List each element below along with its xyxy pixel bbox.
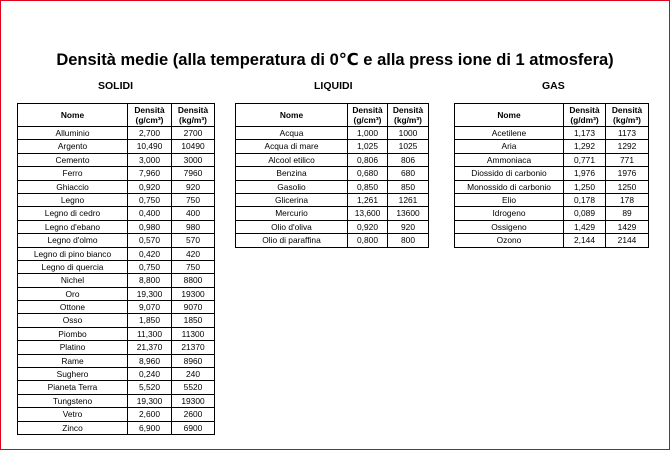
table-row	[455, 167, 649, 180]
cell-name: Mercurio	[236, 207, 348, 220]
cell-density-g: 19,300	[128, 287, 172, 300]
cell-density-g: 2,700	[128, 127, 172, 140]
cell-name: Ozono	[455, 234, 564, 247]
table-row	[455, 193, 649, 206]
cell-density-kg: 21370	[172, 341, 215, 354]
table-row	[236, 153, 429, 166]
cell-name: Olio d'oliva	[236, 220, 348, 233]
table-solidi	[17, 103, 215, 435]
table-row	[455, 220, 649, 233]
cell-density-g: 0,680	[348, 167, 388, 180]
cell-density-kg: 1250	[606, 180, 649, 193]
cell-density-g: 1,850	[128, 314, 172, 327]
cell-density-kg: 1000	[388, 127, 429, 140]
table-row	[455, 207, 649, 220]
cell-density-g: 0,920	[348, 220, 388, 233]
cell-name: Gasolio	[236, 180, 348, 193]
column-header-name: Nome	[18, 104, 128, 127]
table-row	[18, 421, 215, 434]
cell-density-g: 1,000	[348, 127, 388, 140]
cell-density-kg: 1429	[606, 220, 649, 233]
cell-density-kg: 980	[172, 220, 215, 233]
cell-density-g: 7,960	[128, 167, 172, 180]
table-row	[455, 180, 649, 193]
cell-density-g: 3,000	[128, 153, 172, 166]
section-heading-gas: GAS	[542, 80, 565, 92]
table-row	[18, 301, 215, 314]
cell-density-kg: 19300	[172, 287, 215, 300]
cell-name: Osso	[18, 314, 128, 327]
cell-name: Ammoniaca	[455, 153, 564, 166]
cell-density-g: 8,800	[128, 274, 172, 287]
column-header-density-1	[128, 104, 172, 127]
cell-density-g: 0,089	[564, 207, 606, 220]
table-row	[18, 368, 215, 381]
column-header-density-2	[606, 104, 649, 127]
column-header-density-1	[564, 104, 606, 127]
cell-name: Legno di cedro	[18, 207, 128, 220]
table-row	[236, 140, 429, 153]
cell-density-kg: 570	[172, 234, 215, 247]
table-row	[18, 180, 215, 193]
cell-density-kg: 178	[606, 193, 649, 206]
cell-density-g: 0,920	[128, 180, 172, 193]
cell-density-g: 8,960	[128, 354, 172, 367]
cell-density-kg: 19300	[172, 394, 215, 407]
cell-density-kg: 8800	[172, 274, 215, 287]
cell-density-g: 1,261	[348, 193, 388, 206]
cell-density-kg: 10490	[172, 140, 215, 153]
header-unit: (kg/m³)	[394, 115, 422, 125]
cell-name: Aria	[455, 140, 564, 153]
cell-density-kg: 771	[606, 153, 649, 166]
cell-name: Piombo	[18, 327, 128, 340]
header-label: Densità	[352, 105, 383, 115]
cell-name: Monossido di carbonio	[455, 180, 564, 193]
cell-name: Tungsteno	[18, 394, 128, 407]
cell-density-kg: 11300	[172, 327, 215, 340]
cell-density-g: 21,370	[128, 341, 172, 354]
cell-name: Alcool etilico	[236, 153, 348, 166]
cell-name: Idrogeno	[455, 207, 564, 220]
column-header-density-2	[388, 104, 429, 127]
cell-density-g: 10,490	[128, 140, 172, 153]
cell-density-kg: 800	[388, 234, 429, 247]
cell-density-g: 5,520	[128, 381, 172, 394]
table-row	[18, 341, 215, 354]
header-unit: (g/cm³)	[135, 115, 164, 125]
cell-name: Legno	[18, 193, 128, 206]
table-gas	[454, 103, 649, 248]
page-title: Densità medie (alla temperatura di 0℃ e alla press ione di 1 atmosfera)	[56, 51, 614, 69]
cell-name: Olio di paraffina	[236, 234, 348, 247]
cell-density-kg: 5520	[172, 381, 215, 394]
table-row	[18, 314, 215, 327]
table-row	[18, 260, 215, 273]
cell-density-kg: 1850	[172, 314, 215, 327]
cell-density-kg: 920	[388, 220, 429, 233]
cell-density-g: 11,300	[128, 327, 172, 340]
cell-density-kg: 750	[172, 193, 215, 206]
cell-name: Oro	[18, 287, 128, 300]
cell-density-kg: 8960	[172, 354, 215, 367]
table-row	[236, 220, 429, 233]
header-label: Densità	[134, 105, 165, 115]
cell-density-kg: 806	[388, 153, 429, 166]
cell-density-kg: 2700	[172, 127, 215, 140]
table-row	[18, 140, 215, 153]
column-header-density-1	[348, 104, 388, 127]
cell-name: Alluminio	[18, 127, 128, 140]
table-liquidi	[235, 103, 429, 248]
cell-density-kg: 9070	[172, 301, 215, 314]
cell-name: Cemento	[18, 153, 128, 166]
table-row	[236, 167, 429, 180]
table-row	[18, 127, 215, 140]
table-row	[18, 354, 215, 367]
table-row	[455, 140, 649, 153]
cell-density-kg: 420	[172, 247, 215, 260]
cell-density-g: 0,400	[128, 207, 172, 220]
cell-density-g: 0,750	[128, 260, 172, 273]
cell-density-kg: 1261	[388, 193, 429, 206]
cell-name: Argento	[18, 140, 128, 153]
cell-name: Legno di pino bianco	[18, 247, 128, 260]
cell-name: Acqua	[236, 127, 348, 140]
cell-density-kg: 2600	[172, 408, 215, 421]
cell-density-kg: 1025	[388, 140, 429, 153]
table-row	[18, 327, 215, 340]
cell-density-g: 0,420	[128, 247, 172, 260]
table-row	[18, 247, 215, 260]
header-label: Densità	[392, 105, 424, 115]
cell-density-g: 2,600	[128, 408, 172, 421]
cell-name: Nichel	[18, 274, 128, 287]
section-heading-solidi: SOLIDI	[98, 80, 134, 92]
table-row	[18, 394, 215, 407]
table-row	[18, 287, 215, 300]
cell-density-g: 1,250	[564, 180, 606, 193]
cell-name: Vetro	[18, 408, 128, 421]
cell-name: Elio	[455, 193, 564, 206]
cell-density-g: 2,144	[564, 234, 606, 247]
cell-name: Ghiaccio	[18, 180, 128, 193]
cell-density-g: 9,070	[128, 301, 172, 314]
cell-name: Sughero	[18, 368, 128, 381]
column-header-name: Nome	[236, 104, 348, 127]
header-unit: (kg/m³)	[179, 115, 207, 125]
cell-density-g: 13,600	[348, 207, 388, 220]
cell-name: Platino	[18, 341, 128, 354]
cell-density-g: 0,800	[348, 234, 388, 247]
cell-density-g: 0,850	[348, 180, 388, 193]
cell-name: Ferro	[18, 167, 128, 180]
table-row	[236, 207, 429, 220]
table-row	[236, 127, 429, 140]
cell-density-kg: 6900	[172, 421, 215, 434]
cell-name: Rame	[18, 354, 128, 367]
table-row	[18, 234, 215, 247]
cell-density-g: 1,976	[564, 167, 606, 180]
table-row	[18, 381, 215, 394]
cell-name: Diossido di carbonio	[455, 167, 564, 180]
cell-density-g: 1,429	[564, 220, 606, 233]
header-label: Densità	[177, 105, 209, 115]
cell-name: Acqua di mare	[236, 140, 348, 153]
cell-density-kg: 850	[388, 180, 429, 193]
table-row	[18, 153, 215, 166]
cell-name: Zinco	[18, 421, 128, 434]
header-label: Densità	[611, 105, 643, 115]
cell-density-g: 0,240	[128, 368, 172, 381]
cell-density-g: 0,178	[564, 193, 606, 206]
section-heading-liquidi: LIQUIDI	[314, 80, 353, 92]
table-row	[18, 167, 215, 180]
cell-density-kg: 1292	[606, 140, 649, 153]
cell-density-kg: 2144	[606, 234, 649, 247]
table-row	[455, 127, 649, 140]
table-row	[18, 220, 215, 233]
table-row	[236, 234, 429, 247]
cell-density-kg: 3000	[172, 153, 215, 166]
table-row	[236, 180, 429, 193]
cell-density-g: 1,173	[564, 127, 606, 140]
cell-density-g: 0,806	[348, 153, 388, 166]
header-unit: (g/cm³)	[353, 115, 382, 125]
table-row	[18, 274, 215, 287]
cell-name: Ottone	[18, 301, 128, 314]
cell-name: Glicerina	[236, 193, 348, 206]
cell-density-kg: 1173	[606, 127, 649, 140]
cell-density-g: 0,570	[128, 234, 172, 247]
cell-density-kg: 920	[172, 180, 215, 193]
column-header-name: Nome	[455, 104, 564, 127]
table-row	[18, 207, 215, 220]
cell-name: Legno d'olmo	[18, 234, 128, 247]
cell-density-g: 0,771	[564, 153, 606, 166]
cell-name: Pianeta Terra	[18, 381, 128, 394]
cell-density-g: 1,025	[348, 140, 388, 153]
cell-density-g: 0,750	[128, 193, 172, 206]
cell-density-g: 1,292	[564, 140, 606, 153]
cell-name: Legno d'ebano	[18, 220, 128, 233]
header-unit: (kg/m³)	[613, 115, 641, 125]
cell-density-kg: 400	[172, 207, 215, 220]
cell-density-kg: 680	[388, 167, 429, 180]
cell-density-kg: 750	[172, 260, 215, 273]
cell-name: Acetilene	[455, 127, 564, 140]
cell-name: Ossigeno	[455, 220, 564, 233]
column-header-density-2	[172, 104, 215, 127]
cell-name: Legno di quercia	[18, 260, 128, 273]
cell-density-kg: 89	[606, 207, 649, 220]
cell-density-kg: 240	[172, 368, 215, 381]
cell-density-g: 6,900	[128, 421, 172, 434]
cell-density-kg: 13600	[388, 207, 429, 220]
cell-density-kg: 7960	[172, 167, 215, 180]
cell-density-g: 0,980	[128, 220, 172, 233]
table-row	[455, 153, 649, 166]
cell-density-g: 19,300	[128, 394, 172, 407]
header-label: Densità	[569, 105, 600, 115]
cell-name: Benzina	[236, 167, 348, 180]
table-row	[18, 193, 215, 206]
table-row	[236, 193, 429, 206]
table-row	[455, 234, 649, 247]
cell-density-kg: 1976	[606, 167, 649, 180]
header-unit: (g/dm³)	[570, 115, 599, 125]
table-row	[18, 408, 215, 421]
